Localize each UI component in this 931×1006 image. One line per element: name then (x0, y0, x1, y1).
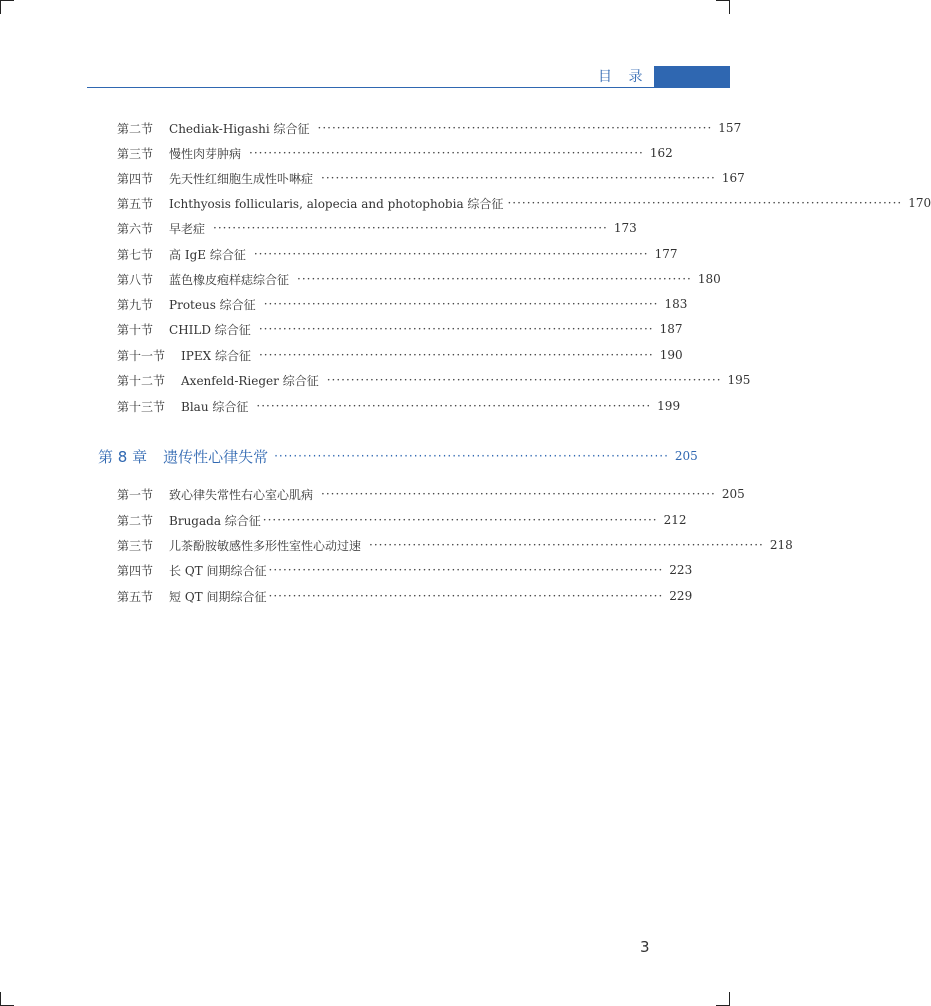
section-title: 长 QT 间期综合征 (169, 563, 267, 578)
dot-leader: ·················································································· (258, 348, 654, 362)
page-ref: 195 (727, 373, 751, 387)
section-title: 短 QT 间期综合征 (169, 589, 267, 604)
section-number: 第七节 (117, 247, 154, 262)
dot-leader: ·················································································· (321, 171, 716, 185)
crop-mark (0, 0, 1, 14)
section-title: IPEX 综合征 (181, 348, 251, 363)
section-number: 第九节 (117, 297, 154, 312)
chapter-number: 第 8 章 (98, 447, 148, 466)
dot-leader: ·················································································· (326, 373, 722, 387)
dot-leader: ·················································································· (253, 247, 649, 261)
section-number: 第十三节 (117, 399, 166, 414)
dot-leader: ·················································································· (258, 322, 654, 336)
dot-leader: ·················································································· (249, 146, 644, 160)
section-number: 第五节 (117, 589, 154, 604)
toc-entry[interactable] (117, 560, 693, 580)
dot-leader: ·················································································· (256, 399, 652, 413)
section-number: 第二节 (117, 121, 154, 136)
dot-leader: ·················································································· (507, 196, 903, 210)
section-title: Chediak-Higashi 综合征 (169, 121, 310, 136)
section-number: 第十二节 (117, 373, 166, 388)
toc-entry[interactable] (117, 484, 745, 504)
section-number: 第五节 (117, 196, 154, 211)
toc-entry[interactable] (117, 396, 681, 416)
section-number: 第四节 (117, 171, 154, 186)
section-title: 高 IgE 综合征 (169, 247, 246, 262)
dot-leader: ·················································································· (369, 538, 764, 552)
dot-leader: ·················································································· (213, 221, 608, 235)
section-number: 第二节 (117, 513, 154, 528)
dot-leader: ·················································································· (274, 449, 669, 463)
running-header-title: 目 录 (598, 69, 649, 85)
crop-mark (716, 0, 730, 1)
toc-entry[interactable] (117, 218, 635, 238)
section-title: Ichthyosis follicularis, alopecia and photophobia 综合征 (169, 196, 504, 211)
toc-entry[interactable] (117, 118, 742, 138)
page-ref: 190 (659, 348, 683, 362)
page-ref: 173 (613, 221, 637, 235)
dot-leader: ·················································································· (262, 513, 658, 527)
toc-entry[interactable] (117, 510, 687, 530)
page-ref: 229 (669, 589, 693, 603)
section-number: 第一节 (117, 487, 154, 502)
dot-leader: ·················································································· (321, 487, 716, 501)
section-title: Brugada 综合征 (169, 513, 261, 528)
chapter-title: 遗传性心律失常 (163, 447, 269, 466)
toc-entry[interactable] (117, 319, 683, 339)
page-ref: 223 (669, 563, 693, 577)
page-ref: 180 (697, 272, 721, 286)
page-ref: 187 (659, 322, 683, 336)
dot-leader: ·················································································· (317, 121, 713, 135)
crop-mark (0, 0, 14, 1)
toc-entry[interactable] (117, 244, 678, 264)
page-ref: 170 (908, 196, 931, 210)
section-number: 第四节 (117, 563, 154, 578)
toc-entry[interactable] (117, 193, 931, 213)
chapter-page-ref: 205 (674, 449, 698, 463)
page-number: 3 (640, 938, 650, 956)
section-title: 致心律失常性右心室心肌病 (169, 487, 314, 502)
dot-leader: ·················································································· (297, 272, 692, 286)
page-ref: 177 (654, 247, 678, 261)
toc-entry[interactable] (117, 535, 793, 555)
crop-mark (0, 992, 1, 1006)
toc-entry[interactable] (117, 294, 688, 314)
section-number: 第八节 (117, 272, 154, 287)
header-rule (87, 87, 730, 88)
section-number: 第十一节 (117, 348, 166, 363)
toc-entry[interactable] (117, 269, 721, 289)
section-title: Axenfeld-Rieger 综合征 (181, 373, 319, 388)
crop-mark (729, 0, 730, 14)
toc-entry[interactable] (117, 143, 673, 163)
section-title: 早老症 (169, 221, 206, 236)
toc-entry[interactable] (117, 370, 751, 390)
section-title: 慢性肉芽肿病 (169, 146, 242, 161)
section-title: 蓝色橡皮疱样痣综合征 (169, 272, 290, 287)
page-ref: 205 (721, 487, 745, 501)
page-ref: 157 (718, 121, 742, 135)
section-title: 儿茶酚胺敏感性多形性室性心动过速 (169, 538, 362, 553)
dot-leader: ·················································································· (268, 563, 664, 577)
page-ref: 199 (657, 399, 681, 413)
dot-leader: ·················································································· (263, 297, 659, 311)
page-ref: 212 (663, 513, 687, 527)
dot-leader: ·················································································· (268, 589, 664, 603)
section-number: 第三节 (117, 146, 154, 161)
section-title: Blau 综合征 (181, 399, 249, 414)
section-number: 第六节 (117, 221, 154, 236)
section-number: 第三节 (117, 538, 154, 553)
header-color-block (654, 66, 730, 87)
toc-entry[interactable] (117, 345, 683, 365)
section-number: 第十节 (117, 322, 154, 337)
section-title: Proteus 综合征 (169, 297, 256, 312)
page-ref: 162 (649, 146, 673, 160)
section-title: CHILD 综合征 (169, 322, 251, 337)
toc-entry[interactable] (117, 168, 745, 188)
toc-entry[interactable] (117, 586, 693, 606)
chapter-heading[interactable] (98, 445, 698, 467)
page-ref: 167 (721, 171, 745, 185)
page-ref: 183 (664, 297, 688, 311)
crop-mark (729, 992, 730, 1006)
section-title: 先天性红细胞生成性卟啉症 (169, 171, 314, 186)
page-ref: 218 (769, 538, 793, 552)
